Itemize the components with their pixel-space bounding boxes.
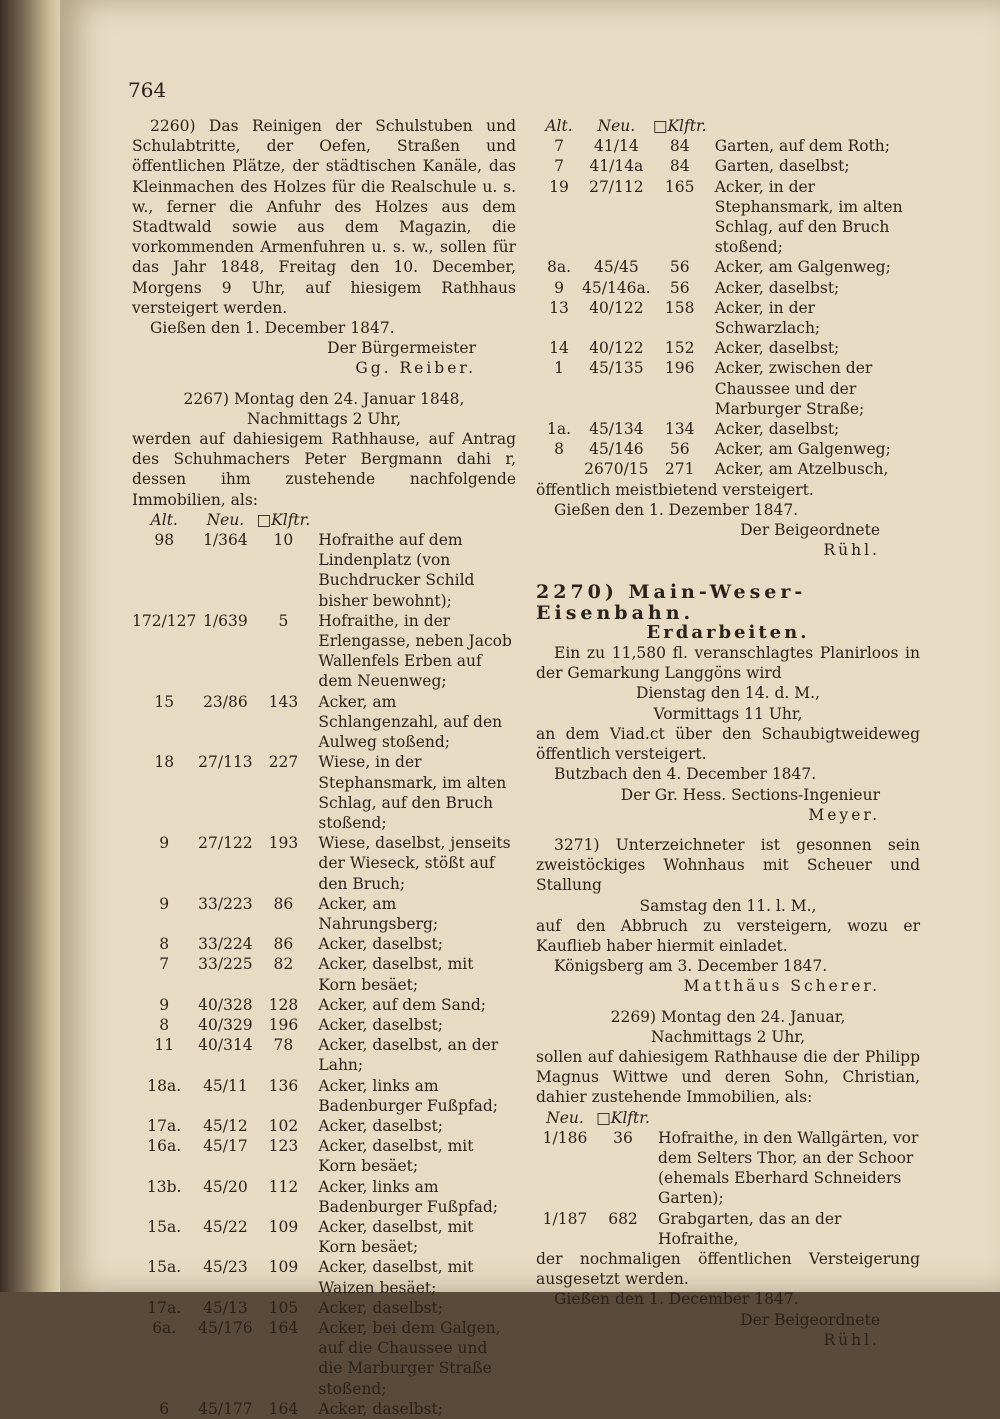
table-cell: 196 xyxy=(664,359,695,378)
table-row xyxy=(132,611,516,692)
notice-2267-line1: 2267) Montag den 24. Januar 1848, xyxy=(183,389,465,408)
left-column xyxy=(132,116,516,1419)
table-cell: Acker, daselbst; xyxy=(318,1399,443,1418)
table-cell: Acker, am Schlangenzahl, auf den Aulweg stoßend; xyxy=(318,692,503,752)
table-cell: Hofraithe, in den Wallgärten, vor dem Selters Thor, an der Schoor (ehemals Eberhard Schneiders Garten); xyxy=(658,1128,919,1208)
table-cell: Acker, daselbst, mit Korn besäet; xyxy=(318,955,474,994)
table-cell: 165 xyxy=(664,177,695,196)
notice-3271-line2: Samstag den 11. l. M., xyxy=(639,896,817,915)
table-cell: 164 xyxy=(268,1318,299,1337)
table-row xyxy=(536,1209,920,1249)
table-row xyxy=(536,459,920,479)
table-cell: Grabgarten, das an der Hofraithe, xyxy=(658,1209,842,1248)
table-cell: 45/12 xyxy=(203,1116,248,1135)
notice-2269-line1: 2269) Montag den 24. Januar, xyxy=(610,1007,846,1026)
table-cell: 15a. xyxy=(147,1217,182,1236)
table-cell: Acker, auf dem Sand; xyxy=(318,995,486,1014)
notice-3271-sig: Matthäus Scherer. xyxy=(683,977,880,996)
table-cell: 1/639 xyxy=(203,611,248,630)
table-row xyxy=(536,156,920,176)
table-row xyxy=(132,1318,516,1399)
notice-2270-line3: Vormittags 11 Uhr, xyxy=(653,704,803,723)
table-row xyxy=(132,1015,516,1035)
table-row xyxy=(132,833,516,894)
notice-2269-sig1: Der Beigeordnete xyxy=(740,1310,880,1329)
table-cell: 33/223 xyxy=(198,894,253,913)
table-cell: 1a. xyxy=(546,420,572,439)
table-cell: 227 xyxy=(268,753,299,772)
table-cell: Wiese, in der Stephansmark, im alten Schlag, auf den Bruch stoßend; xyxy=(318,753,507,832)
table-cell: 40/314 xyxy=(198,1036,253,1055)
table-cell: 271 xyxy=(664,460,695,479)
table-cell: 10 xyxy=(273,531,294,550)
table-cell: 17a. xyxy=(147,1298,182,1317)
table-cell: 33/225 xyxy=(198,955,253,974)
table-cell: Hofraithe auf dem Lindenplatz (von Buchdrucker Schild bisher bewohnt); xyxy=(318,531,475,610)
table-cell: 40/122 xyxy=(589,298,644,317)
table-row xyxy=(536,257,920,277)
table-cell: Acker, am Galgenweg; xyxy=(714,258,891,277)
table-cell: Acker, zwischen der Chaussee und der Marburger Straße; xyxy=(714,359,873,418)
header-klftr: □Klftr. xyxy=(596,1108,650,1127)
table-cell: 136 xyxy=(268,1076,299,1095)
table-cell: 7 xyxy=(554,157,564,176)
table-cell: 158 xyxy=(664,298,695,317)
table-cell: 8 xyxy=(554,440,564,459)
table-cell: Acker, in der Schwarzlach; xyxy=(714,298,821,338)
table-cell: 7 xyxy=(554,137,564,156)
table-cell: 193 xyxy=(268,834,299,853)
table-cell: 27/122 xyxy=(198,834,253,853)
table-cell: Acker, daselbst; xyxy=(318,1015,443,1034)
right-column xyxy=(536,116,920,1350)
table-cell: 1/186 xyxy=(542,1128,588,1147)
header-alt: Alt. xyxy=(545,117,573,135)
table-row xyxy=(132,1076,516,1116)
notice-2260-text: 2260) Das Reinigen der Schulstuben und Schulabtritte, der Oefen, Straßen und öffentlichen Plätze, der städtischen Kanäle, das Kleinmachen des Holzes für die Realschule u. s. w., ferner die Anfuhr des Holzes aus dem Stadtwald sowie aus dem Magazin, die vorkommenden Armenfuhren u. s. w., sollen für das Jahr 1848, Freitag den 10. December, Morgens 9 Uhr, auf hiesigem Rathhaus versteigert werden. xyxy=(132,117,516,317)
table-row xyxy=(536,136,920,156)
table-cell: Acker, daselbst; xyxy=(714,420,840,439)
table-cell xyxy=(536,459,582,479)
table-cell: 56 xyxy=(669,440,690,459)
header-neu: Neu. xyxy=(597,117,636,135)
table-cell: 102 xyxy=(268,1116,299,1135)
table-cell: Hofraithe, in der Erlengasse, neben Jacob Wallenfels Erben auf dem Neuenweg; xyxy=(318,611,512,691)
table-cell: Wiese, daselbst, jenseits der Wieseck, stößt auf den Bruch; xyxy=(318,834,511,893)
table-cell: Acker, daselbst, mit Waizen besäet; xyxy=(318,1258,474,1297)
table-cell: 84 xyxy=(669,137,690,156)
table-cell: 109 xyxy=(268,1258,299,1277)
table-cell: Acker, links am Badenburger Fußpfad; xyxy=(318,1076,498,1115)
table-cell: 40/329 xyxy=(198,1015,253,1034)
notice-2267-line2: Nachmittags 2 Uhr, xyxy=(246,409,402,428)
notice-2270-date: Butzbach den 4. December 1847. xyxy=(554,765,817,784)
table-cell: 14 xyxy=(549,339,569,358)
table-cell: 196 xyxy=(268,1015,299,1034)
header-neu: Neu. xyxy=(206,510,245,529)
table-row xyxy=(132,1298,516,1318)
table-cell: 45/176 xyxy=(198,1318,253,1337)
table-cell: 9 xyxy=(159,995,170,1014)
notice-3271-text2: auf den Abbruch zu versteigern, wozu er Kauflieb haber hiermit einladet. xyxy=(536,916,920,955)
table-row xyxy=(132,1217,516,1257)
table-row xyxy=(536,1128,920,1209)
table-cell: 15 xyxy=(154,692,175,711)
table-cell: 45/22 xyxy=(203,1217,248,1236)
header-neu: Neu. xyxy=(546,1108,584,1127)
table-cell: 56 xyxy=(669,278,690,297)
table-cell: 6 xyxy=(159,1399,170,1418)
table-cell: Acker, daselbst; xyxy=(714,278,840,297)
table-cell: Acker, am Nahrungsberg; xyxy=(318,894,439,933)
right-table-tail: öffentlich meistbietend versteigert. xyxy=(536,480,814,499)
table-cell: 11 xyxy=(154,1036,175,1055)
table-cell: 128 xyxy=(268,995,299,1014)
table-cell: 45/177 xyxy=(198,1399,253,1418)
table-cell: 27/113 xyxy=(198,753,253,772)
table-cell: 84 xyxy=(669,157,690,176)
immobilien-table-2269 xyxy=(536,1108,920,1249)
table-cell: 45/23 xyxy=(203,1258,248,1277)
table-row xyxy=(536,358,920,419)
table-cell: 172/127 xyxy=(132,611,197,630)
table-cell: 13 xyxy=(549,298,569,317)
table-cell: 40/328 xyxy=(198,995,253,1014)
notice-2269-text: sollen auf dahiesigem Rathhause die der Philipp Magnus Wittwe und deren Sohn, Christian, dahier zustehende Immobilien, als: xyxy=(536,1047,920,1107)
table-row xyxy=(536,338,920,358)
table-cell: 7 xyxy=(159,955,170,974)
notice-2270-sig1: Der Gr. Hess. Sections-Ingenieur xyxy=(620,785,880,804)
table-cell: 27/112 xyxy=(589,177,644,196)
table-cell: 18a. xyxy=(147,1076,182,1095)
notice-2270-line2: Dienstag den 14. d. M., xyxy=(636,684,820,703)
table-cell: 36 xyxy=(613,1128,633,1147)
table-cell: 45/135 xyxy=(589,359,644,378)
table-row xyxy=(132,1116,516,1136)
immobilien-table-right xyxy=(536,116,920,480)
table-cell: 8a. xyxy=(546,258,572,277)
right-table-sig2: Rühl. xyxy=(823,541,880,560)
table-cell: 123 xyxy=(268,1137,299,1156)
table-cell: 41/14a xyxy=(589,157,644,176)
table-row xyxy=(536,278,920,298)
table-cell: 45/146 xyxy=(589,440,644,459)
table-cell: Acker, daselbst, an der Lahn; xyxy=(318,1036,499,1075)
table-cell: 134 xyxy=(664,420,695,439)
table-cell: 19 xyxy=(549,177,569,196)
table-cell: 45/146a. xyxy=(582,278,651,297)
table-cell: 9 xyxy=(159,834,170,853)
table-cell: 33/224 xyxy=(198,935,253,954)
notice-2270-subtitle: Erdarbeiten. xyxy=(646,621,810,643)
notice-2270-title: 2270) Main-Weser-Eisenbahn. xyxy=(536,581,807,624)
table-cell: 164 xyxy=(268,1399,299,1418)
table-cell: Acker, bei dem Galgen, auf die Chaussee und die Marburger Straße stoßend; xyxy=(318,1318,501,1398)
table-cell: 45/45 xyxy=(594,258,639,277)
notice-2260-date: Gießen den 1. December 1847. xyxy=(150,319,395,338)
table-cell: 2670/15 xyxy=(584,460,649,479)
table-header xyxy=(536,1108,920,1128)
notice-2270-line1: Ein zu 11,580 fl. veranschlagtes Planirloos in der Gemarkung Langgöns wird xyxy=(536,644,920,683)
notice-2269-tail: der nochmaligen öffentlichen Versteigerung ausgesetzt werden. xyxy=(536,1249,920,1289)
table-cell: 6a. xyxy=(152,1318,177,1337)
table-cell: 40/122 xyxy=(589,339,644,358)
table-cell: 41/14 xyxy=(594,137,639,156)
table-cell: Garten, auf dem Roth; xyxy=(714,137,891,156)
table-cell: 109 xyxy=(268,1217,299,1236)
table-cell: 86 xyxy=(273,894,294,913)
notice-2260-sig2: Gg. Reiber. xyxy=(355,359,476,378)
table-cell: 15a. xyxy=(147,1258,182,1277)
table-cell: 82 xyxy=(273,955,294,974)
table-row xyxy=(132,1035,516,1075)
table-row xyxy=(536,298,920,338)
table-cell: 98 xyxy=(154,531,175,550)
notice-2269-date: Gießen den 1. December 1847. xyxy=(554,1290,799,1309)
notice-2260-sig1: Der Bürgermeister xyxy=(327,339,476,358)
table-cell: 45/11 xyxy=(203,1076,248,1095)
table-cell: 105 xyxy=(268,1298,299,1317)
table-cell: 5 xyxy=(278,611,289,630)
table-row xyxy=(132,1177,516,1217)
notice-2270-sig2: Meyer. xyxy=(808,805,880,824)
table-row xyxy=(132,934,516,954)
table-cell: 23/86 xyxy=(203,692,248,711)
table-cell: 9 xyxy=(554,278,564,297)
table-cell: Acker, daselbst, mit Korn besäet; xyxy=(318,1217,474,1257)
table-cell: 1/187 xyxy=(542,1209,588,1228)
header-alt: Alt. xyxy=(150,510,178,529)
table-cell: Acker, daselbst; xyxy=(714,339,840,358)
table-cell: 45/17 xyxy=(203,1137,248,1156)
table-cell: 112 xyxy=(268,1177,299,1196)
notice-2269-sig2: Rühl. xyxy=(823,1330,880,1349)
table-header xyxy=(536,116,920,136)
table-row xyxy=(132,530,516,611)
notice-2269-line2: Nachmittags 2 Uhr, xyxy=(650,1027,806,1046)
book-binding xyxy=(0,0,60,1292)
table-cell: 13b. xyxy=(146,1177,182,1196)
table-cell: Acker, links am Badenburger Fußpfad; xyxy=(318,1177,498,1216)
table-cell: Garten, daselbst; xyxy=(714,157,850,176)
table-cell: 16a. xyxy=(147,1137,182,1156)
table-cell: 45/20 xyxy=(203,1177,248,1196)
table-cell: 17a. xyxy=(147,1116,182,1135)
notice-3271-text: 3271) Unterzeichneter ist gesonnen sein zweistöckiges Wohnhaus mit Scheuer und Stallung xyxy=(536,835,920,895)
header-klftr: □Klftr. xyxy=(256,510,311,529)
table-cell: 1/364 xyxy=(203,531,248,550)
header-klftr: □Klftr. xyxy=(652,117,707,135)
table-cell: Acker, am Atzelbusch, xyxy=(714,460,889,479)
notice-2267-text: werden auf dahiesigem Rathhause, auf Antrag des Schuhmachers Peter Bergmann dahi r, dessen ihm zustehende nachfolgende Immobilien, als: xyxy=(132,430,516,509)
table-cell: 86 xyxy=(273,935,294,954)
table-cell: 45/13 xyxy=(203,1298,248,1317)
notice-3271-date: Königsberg am 3. December 1847. xyxy=(554,957,828,976)
table-row xyxy=(132,1399,516,1419)
table-row xyxy=(132,752,516,833)
table-cell: 45/134 xyxy=(589,420,644,439)
table-row xyxy=(132,995,516,1015)
table-cell: 682 xyxy=(608,1209,638,1228)
right-table-sig1: Der Beigeordnete xyxy=(740,521,880,540)
table-cell: 143 xyxy=(268,692,299,711)
table-row xyxy=(536,439,920,459)
table-cell: 9 xyxy=(159,894,170,913)
table-cell: Acker, daselbst, mit Korn besäet; xyxy=(318,1137,474,1176)
table-row xyxy=(536,177,920,258)
table-row xyxy=(132,692,516,753)
table-row xyxy=(536,419,920,439)
right-table-date: Gießen den 1. Dezember 1847. xyxy=(554,500,799,519)
table-row xyxy=(132,1136,516,1176)
table-cell: 56 xyxy=(669,258,690,277)
table-cell: 8 xyxy=(159,1015,170,1034)
table-row xyxy=(132,894,516,934)
table-cell: Acker, daselbst; xyxy=(318,1298,443,1317)
table-cell: Acker, daselbst; xyxy=(318,1116,443,1135)
immobilien-table-left xyxy=(132,510,516,1419)
table-cell: 152 xyxy=(664,339,695,358)
table-cell: 8 xyxy=(159,935,170,954)
page-number: 764 xyxy=(128,78,167,102)
table-row xyxy=(132,954,516,994)
table-header xyxy=(132,510,516,530)
table-cell: Acker, am Galgenweg; xyxy=(714,440,891,459)
table-cell: 18 xyxy=(154,753,175,772)
table-cell: Acker, in der Stephansmark, im alten Schlag, auf den Bruch stoßend; xyxy=(714,177,903,257)
notice-2270-line4: an dem Viad.ct über den Schaubigtweideweg öffentlich versteigert. xyxy=(536,724,920,764)
table-cell: Acker, daselbst; xyxy=(318,935,443,954)
table-cell: 1 xyxy=(554,359,564,378)
table-cell: 78 xyxy=(273,1036,294,1055)
